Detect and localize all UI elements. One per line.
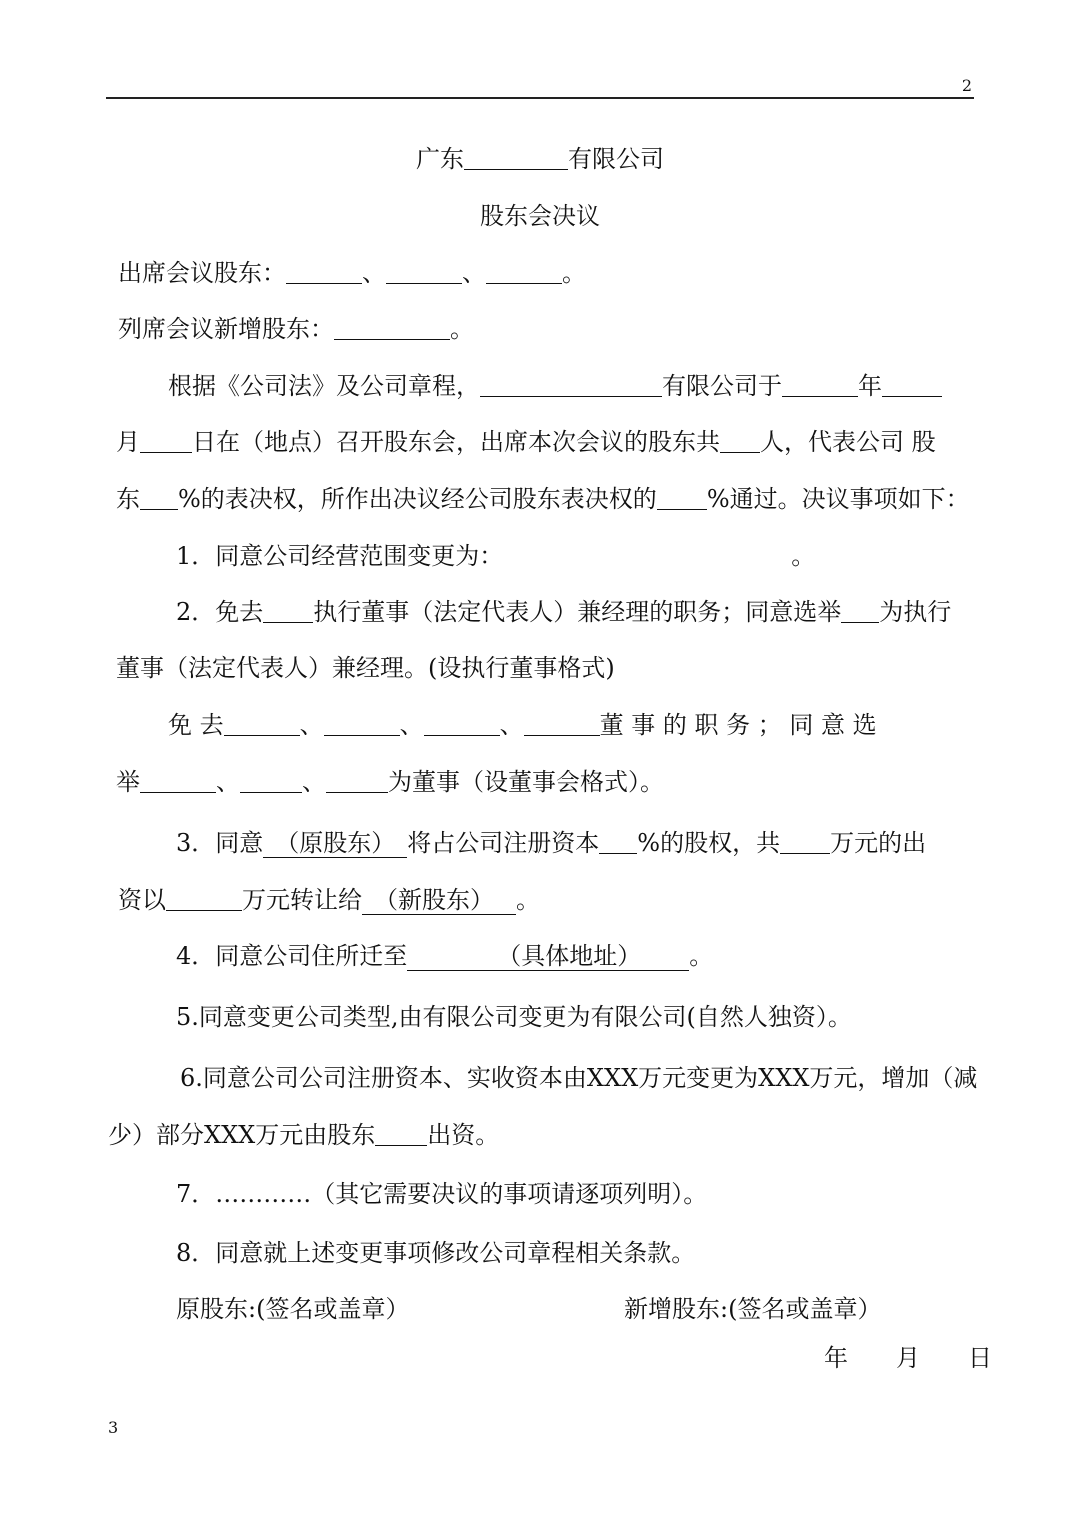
shareholder-blank <box>486 259 562 284</box>
new-shareholders-line <box>118 313 474 345</box>
original-shareholder-field: （原股东） <box>263 829 407 858</box>
title-suffix: 有限公司 <box>568 145 664 173</box>
item-2-line-2: 董事（法定代表人）兼经理。(设执行董事格式) <box>116 654 615 682</box>
percent-blank <box>599 829 637 854</box>
intro-line-1 <box>168 370 942 402</box>
month-blank <box>882 372 942 397</box>
intro-line-3 <box>116 483 970 515</box>
amount-blank <box>780 829 830 854</box>
shareholder-blank <box>286 259 362 284</box>
item-7-line: 7．…………（其它需要决议的事项请逐项列明）。 <box>176 1180 708 1208</box>
count-blank <box>720 428 760 453</box>
item-text: 董 事 的 职 务 ； 同 意 选 <box>599 711 877 739</box>
name-blank <box>324 711 400 736</box>
intro-text: 人，代表公司 股 <box>760 428 936 456</box>
amount-blank <box>166 886 242 911</box>
intro-text: 月 <box>116 428 140 456</box>
item-text: 万元转让给 <box>242 886 362 914</box>
name-blank <box>140 768 216 793</box>
intro-text: 根据《公司法》及公司章程， <box>168 372 480 400</box>
item-3-line-1 <box>176 827 926 859</box>
intro-text: 日在（地点）召开股东会，出席本次会议的股东共 <box>192 428 720 456</box>
item-text: 4．同意公司住所迁至 <box>176 942 408 970</box>
shareholder-blank <box>386 259 462 284</box>
company-title <box>0 143 1080 175</box>
item-text: 为执行 <box>879 598 952 626</box>
name-blank <box>841 598 879 623</box>
title-prefix: 广东 <box>416 145 464 173</box>
name-blank <box>524 711 600 736</box>
separator: 、 <box>399 711 424 739</box>
separator: 、 <box>299 711 324 739</box>
item-text: 万元的出 <box>830 829 927 857</box>
period: 。 <box>562 259 586 287</box>
item-text: 。 <box>689 942 714 970</box>
page-number-top: 2 <box>961 76 972 95</box>
shareholder-blank <box>375 1121 427 1146</box>
item-text: 。 <box>791 542 816 570</box>
item-text: 出资。 <box>427 1121 500 1149</box>
separator: 、 <box>216 768 240 796</box>
original-shareholder-signature: 原股东:(签名或盖章） <box>176 1295 410 1323</box>
intro-text: %的表决权，所作出决议经公司股东表决权的 <box>178 485 657 513</box>
name-blank <box>224 711 300 736</box>
year-blank <box>782 372 858 397</box>
item-text: 免 去 <box>168 711 224 739</box>
name-blank <box>263 598 313 623</box>
new-shareholder-blank <box>334 315 450 340</box>
new-shareholder-signature: 新增股东:(签名或盖章） <box>624 1295 882 1323</box>
separator: 、 <box>462 259 486 287</box>
separator: 、 <box>499 711 524 739</box>
item-text: 少）部分XXX万元由股东 <box>108 1121 376 1149</box>
separator: 、 <box>362 259 386 287</box>
item-text: 。 <box>516 886 540 914</box>
name-blank <box>240 768 302 793</box>
item-2-line-4 <box>116 766 664 798</box>
period: 。 <box>450 315 474 343</box>
new-shareholders-label: 列席会议新增股东： <box>118 315 334 343</box>
item-2-line-1 <box>176 596 951 628</box>
name-blank <box>424 711 500 736</box>
day-blank <box>140 428 192 453</box>
name-blank <box>326 768 388 793</box>
item-4-line <box>176 940 713 972</box>
new-shareholder-field: （新股东） <box>362 886 516 915</box>
item-6-line-1: 6.同意公司公司注册资本、实收资本由XXX万元变更为XXX万元，增加（减 <box>180 1064 978 1092</box>
document-title: 股东会决议 <box>480 202 600 230</box>
present-shareholders-line <box>118 257 586 289</box>
item-text: 资以 <box>118 886 166 914</box>
item-text: 3．同意 <box>176 829 264 857</box>
item-text: 将占公司注册资本 <box>407 829 600 857</box>
percent-blank <box>140 485 178 510</box>
intro-text: 年 <box>858 372 882 400</box>
page-number-bottom: 3 <box>108 1418 119 1437</box>
item-text: 举 <box>116 768 140 796</box>
item-text: %的股权，共 <box>637 829 781 857</box>
address-field: （具体地址） <box>407 942 689 971</box>
item-text: 为董事（设董事会格式）。 <box>388 768 664 796</box>
item-2-line-3 <box>168 709 877 741</box>
item-6-line-2 <box>108 1119 499 1151</box>
company-blank <box>480 372 662 397</box>
item-1-line <box>176 540 815 572</box>
signature-date: 年 月 日 <box>824 1344 992 1372</box>
present-shareholders-label: 出席会议股东： <box>118 259 286 287</box>
percent-blank <box>657 485 707 510</box>
intro-text: 有限公司于 <box>662 372 782 400</box>
separator: 、 <box>302 768 326 796</box>
item-8-line: 8．同意就上述变更事项修改公司章程相关条款。 <box>176 1239 696 1267</box>
item-5-line: 5.同意变更公司类型,由有限公司变更为有限公司(自然人独资）。 <box>176 1003 852 1031</box>
item-text: 2．免去 <box>176 598 264 626</box>
intro-line-2 <box>116 426 936 458</box>
intro-text: 东 <box>116 485 140 513</box>
item-text: 执行董事（法定代表人）兼经理的职务；同意选举 <box>313 598 842 626</box>
header-rule <box>106 97 974 99</box>
item-3-line-2 <box>118 884 540 916</box>
intro-text: %通过。决议事项如下： <box>706 485 970 513</box>
item-text: 1．同意公司经营范围变更为： <box>176 542 504 570</box>
company-name-blank <box>464 145 568 170</box>
